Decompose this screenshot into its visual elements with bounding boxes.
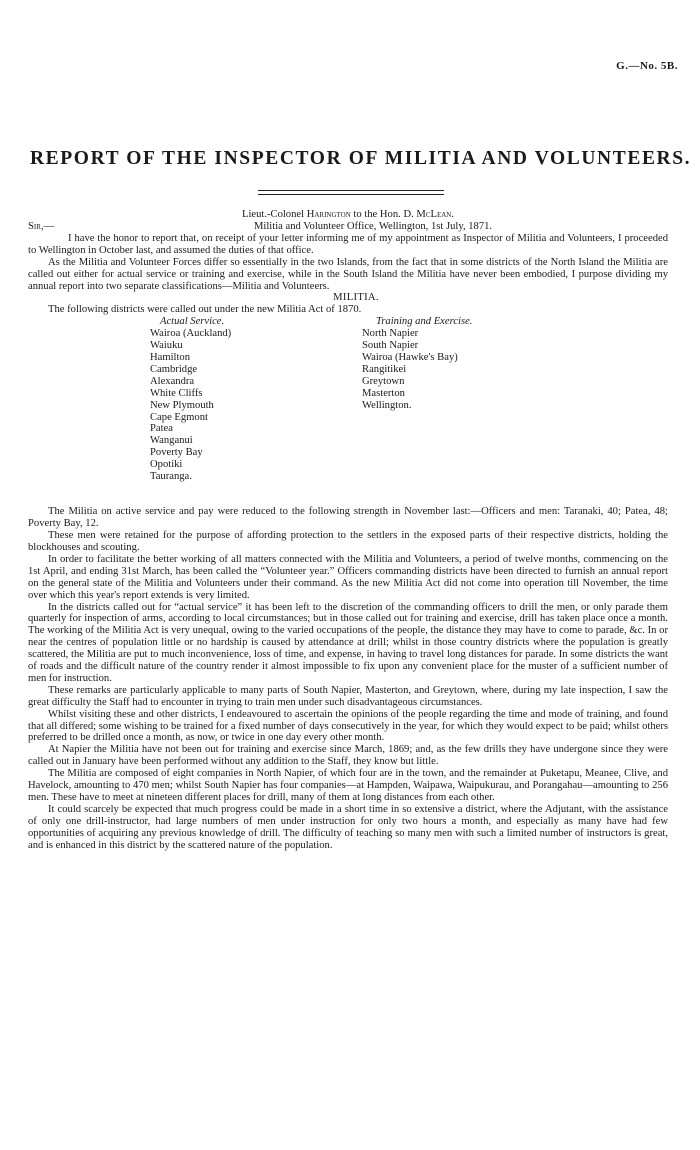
district-item: New Plymouth (150, 399, 214, 411)
district-item: Cape Egmont (150, 411, 208, 423)
title-rule-upper (258, 190, 444, 191)
district-item: Opotiki (150, 459, 183, 471)
body-paragraph: It could scarcely be expected that much progress could be made in a short time in so extensive a district, where the Adjutant, with the assistance of only one drill-instructor, had large numbers of men under instruction for only two hours a month, and especially as many have had few opportunities of acquiring any previous knowledge of drill. The difficulty of teaching so many men with such a limited number of instructors is great, and is enhanced in this district by the scattered nature of the population. (28, 803, 668, 851)
report-title: REPORT OF THE INSPECTOR OF MILITIA AND VOLUNTEERS. (30, 148, 692, 169)
district-lists (28, 316, 668, 506)
district-item: Waiuku (150, 340, 183, 352)
body-paragraph: At Napier the Militia have not been out for training and exercise since March, 1869; and, as the few drills they have undergone since they were called out in January have been performed without any addition to the Staff, they know but little. (28, 744, 668, 768)
report-body (28, 209, 668, 852)
body-paragraph: In order to facilitate the better working of all matters connected with the Militia and Volunteers, a period of twelve months, commencing on the 1st April, and ending 31st March, has been called the “Volunteer year.” Officers commanding districts have been directed to furnish an annual report on the general state of the Militia and Volunteers under their command. As the new Militia Act did not come into operation till November, the time over which this year's report extends is very limited. (28, 553, 668, 601)
actual-service-list (150, 316, 231, 483)
district-item: Alexandra (150, 375, 195, 387)
militia-heading: MILITIA. (333, 292, 379, 304)
training-exercise-heading: Training and Exercise. (376, 316, 473, 328)
district-item: Hamilton (150, 351, 191, 363)
addressee-prefix: Lieut.-Colonel (241, 209, 307, 220)
body-paragraph: The Militia on active service and pay were reduced to the following strength in November last:—Officers and men: Taranaki, 40; Patea, 48; Poverty Bay, 12. (28, 506, 668, 530)
district-item: Patea (150, 423, 173, 435)
district-item: Tauranga. (150, 471, 192, 483)
body-paragraph: These men were retained for the purpose of affording protection to the settlers in the exposed parts of their respective districts, holding the blockhouses and scouting. (28, 530, 668, 553)
district-item: South Napier (362, 340, 419, 352)
district-item: Wairoa (Auckland) (150, 328, 232, 340)
letter-origin: Militia and Volunteer Office, Wellington, 1st July, 1871. (254, 220, 493, 232)
body-paragraph: These remarks are particularly applicable to many parts of South Napier, Masterton, and Greytown, where, during my late inspection, I saw the great difficulty the Staff had to encounter in trying to train men under such disadvantageous circumstances. (28, 684, 668, 708)
intro-paragraph: I have the honor to report that, on receipt of your letter informing me of my appointment as Inspector of Militia and Volunteers, I proceeded to Wellington in October last, and assumed the duties of that office. (28, 232, 668, 256)
body-paragraph: In the districts called out for “actual service” it has been left to the discretion of the commanding officers to drill the men, or only parade them quarterly for inspection of arms, according to local circumstances; but in those called out for training and exercise, drill has taken place once a month. The working of the Militia Act is very unequal, owing to the varied occupations of the people, the distance they may have to come to parade, &c. In or near the centres of population little or no hardship is caused by attendance at drill; whilst in those country districts where the population is greatly scattered, the Militia are put to much inconvenience, loss of time, and expense, in having to travel long distances for parade. In some districts the want of roads and the difficult nature of the country render it almost impossible to fix upon any convenient place for the muster of a sufficient number of men for instruction. (28, 601, 668, 684)
addressee-recipient: McLean. (416, 209, 455, 220)
district-item: North Napier (362, 328, 419, 340)
actual-service-heading: Actual Service. (160, 316, 225, 328)
district-item: Greytown (362, 375, 405, 387)
addressee-sender: Harington (306, 209, 351, 220)
salutation-line (28, 221, 668, 233)
addressee-mid: to the Hon. D. (350, 209, 417, 220)
district-item: Rangitikei (362, 363, 407, 375)
district-item: Wellington. (362, 399, 412, 411)
body-paragraph: The Militia are composed of eight companies in North Napier, of which four are in the town, and the remainder at Puketapu, Meanee, Clive, and Havelock, amounting to 470 men; whilst South Napier has four companies—at Hampden, Waipawa, Waipukurau, and Porangahau—amounting to 256 men. These have to meet at nineteen different places for drill, many of them at long distances from each other. (28, 768, 668, 803)
district-item: White Cliffs (150, 387, 203, 399)
page-reference: G.—No. 5B. (616, 60, 678, 72)
militia-lead: The following districts were called out under the new Militia Act of 1870. (48, 304, 362, 316)
district-item: Wanganui (150, 435, 193, 447)
salutation: Sir,— (28, 220, 55, 232)
title-rule-lower (258, 194, 444, 195)
addressee-line (28, 209, 668, 221)
district-item: Masterton (362, 387, 405, 399)
district-item: Poverty Bay (150, 447, 203, 459)
district-item: Wairoa (Hawke's Bay) (362, 351, 458, 363)
body-paragraph: Whilst visiting these and other districts, I endeavoured to ascertain the opinions of the people regarding the time and mode of training, and found that all differed; some wishing to be trained for a fixed number of days consecutively in the year, for which they would expect to be paid; whilst others preferred to be drilled once a month, as now, or twice in one day every other month. (28, 708, 668, 744)
training-exercise-list (362, 316, 472, 411)
district-item: Cambridge (150, 363, 198, 375)
intro-paragraph: As the Militia and Volunteer Forces differ so essentially in the two Islands, from the fact that in some districts of the North Island the Militia are called out either for actual service or training and exercise, while in the South Island the Militia have never been embodied, I purpose dividing my annual report into two separate classifications—Militia and Volunteers. (28, 256, 668, 292)
